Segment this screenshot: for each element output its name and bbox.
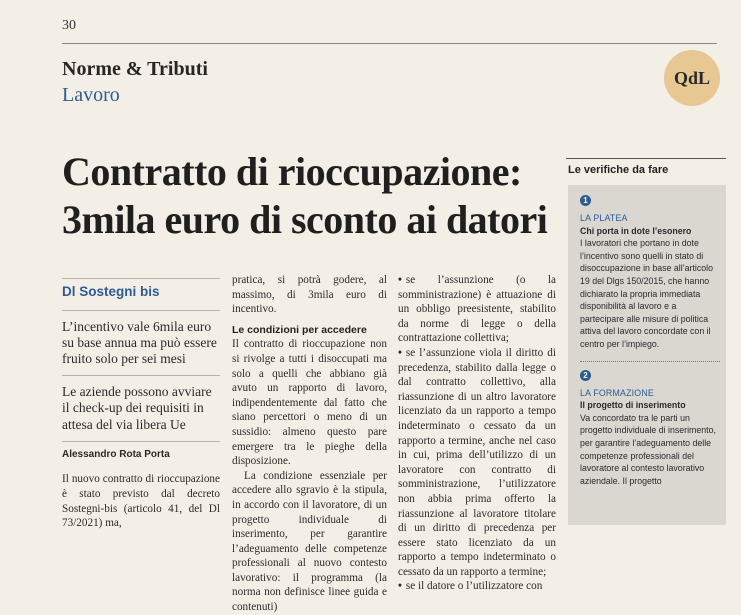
sidebar-item-heading: Il progetto di inserimento [580,400,686,411]
sidebar-rule [566,158,726,159]
left-column [62,278,220,531]
divider [62,310,220,311]
highlight-2: Le aziende possono avviare il check-up dei requisiti in attesa del via libera Ue [62,384,212,432]
section-badge: QdL [664,50,720,106]
bullet-text: se il datore o l’utilizzatore con [405,580,543,593]
bullet-text: se l’assunzione viola il diritto di precedenza, stabilito dalla legge o dal contratto collettivo, alla riassunzione di un altro lavoratore licenziato da un rapporto a tempo indeterminato o cessato da un rapporto a termine, anche nel caso in cui, prima dell’utilizzo di un lavoratore con contratto di somministrazione, l’utilizzatore non abbia prima offerto la riassunzione al lavoratore titolare di un diritto di precedenza per essere stato licenziato da un rapporto a tempo indeterminato o cessato da un rapporto a termine; [398,346,556,578]
page-number: 30 [62,18,76,33]
bullet-icon: • [398,274,402,286]
step-number-badge: 2 [580,370,591,381]
body-paragraph: Il nuovo contratto di rioccupazione è stato previsto dal decreto Sostegni-bis (articolo 41, del Dl 73/2021) ma, [62,473,220,530]
divider [62,375,220,376]
article-column-3 [398,273,556,594]
header-rule [62,43,717,44]
sidebar-item-label: LA FORMAZIONE [580,387,654,398]
sidebar-divider [580,361,720,362]
headline-line-1: Contratto di rioccupazione: [62,149,522,194]
subheading: Le condizioni per accedere [232,323,367,336]
body-paragraph: La condizione essenziale per accedere allo sgravio è la stipula, in accordo con il lavoratore, di un progetto individuale di inserimento, per garantire l’adeguamento delle competenze professionali al nuovo contesto lavorativo: il programma (la norma non definisce linee guida e contenuti) [232,469,387,614]
bullet-text: se l’assunzione (o la somministrazione) è attuazione di un obbligo preesistente, stabilito da norme di legge o della contrattazione collettiva; [398,274,556,345]
highlight-1: L’incentivo vale 6mila euro su base annua ma può essere fruito solo per sei mesi [62,318,217,366]
sidebar-item-heading: Chi porta in dote l’esonero [580,225,692,236]
bullet-icon: • [398,580,402,593]
bullet-item [398,579,556,594]
bullet-item [398,273,556,346]
headline-line-2: 3mila euro di sconto ai datori [62,197,548,242]
article-column-2 [232,273,387,615]
article-tag: Dl Sostegni bis [62,284,160,299]
sidebar-title: Le verifiche da fare [568,164,669,176]
bullet-item [398,346,556,580]
sidebar-item-label: LA PLATEA [580,213,628,223]
sidebar-item-text: Va concordato tra le parti un progetto individuale di inserimento, per garantire l’adeguamento delle competenze professionali del lavoratore al contesto lavorativo aziendale. Il progetto [580,412,716,486]
headline [62,148,562,244]
section-title: Norme & Tributi [62,58,208,80]
sidebar-item-text: I lavoratori che portano in dote l’incentivo sono quelli in stato di disoccupazione in base all’articolo 19 del Dlgs 150/2015, che hanno dichiarato la propria immediata disponibilità al lavoro e a partecipare alle misure di politica attiva del lavoro concordate con il centro per l’impiego. [580,238,714,349]
bullet-icon: • [398,346,402,359]
author-byline: Alessandro Rota Porta [62,448,170,460]
section-subtitle: Lavoro [62,84,120,106]
step-number-badge: 1 [580,195,591,206]
body-paragraph: Il contratto di rioccupazione non si rivolge a tutti i disoccupati ma solo a quelli che abbiano già avuto un rapporto di lavoro, indipendentemente dal fatto che siano percettori o meno di un sussidio: almeno questo pare emergere tra le pieghe della disposizione. [232,338,387,468]
body-paragraph: pratica, si potrà godere, al massimo, di 3mila euro di incentivo. [232,274,387,316]
divider [62,278,220,279]
sidebar-box [568,185,726,525]
divider [62,441,220,442]
